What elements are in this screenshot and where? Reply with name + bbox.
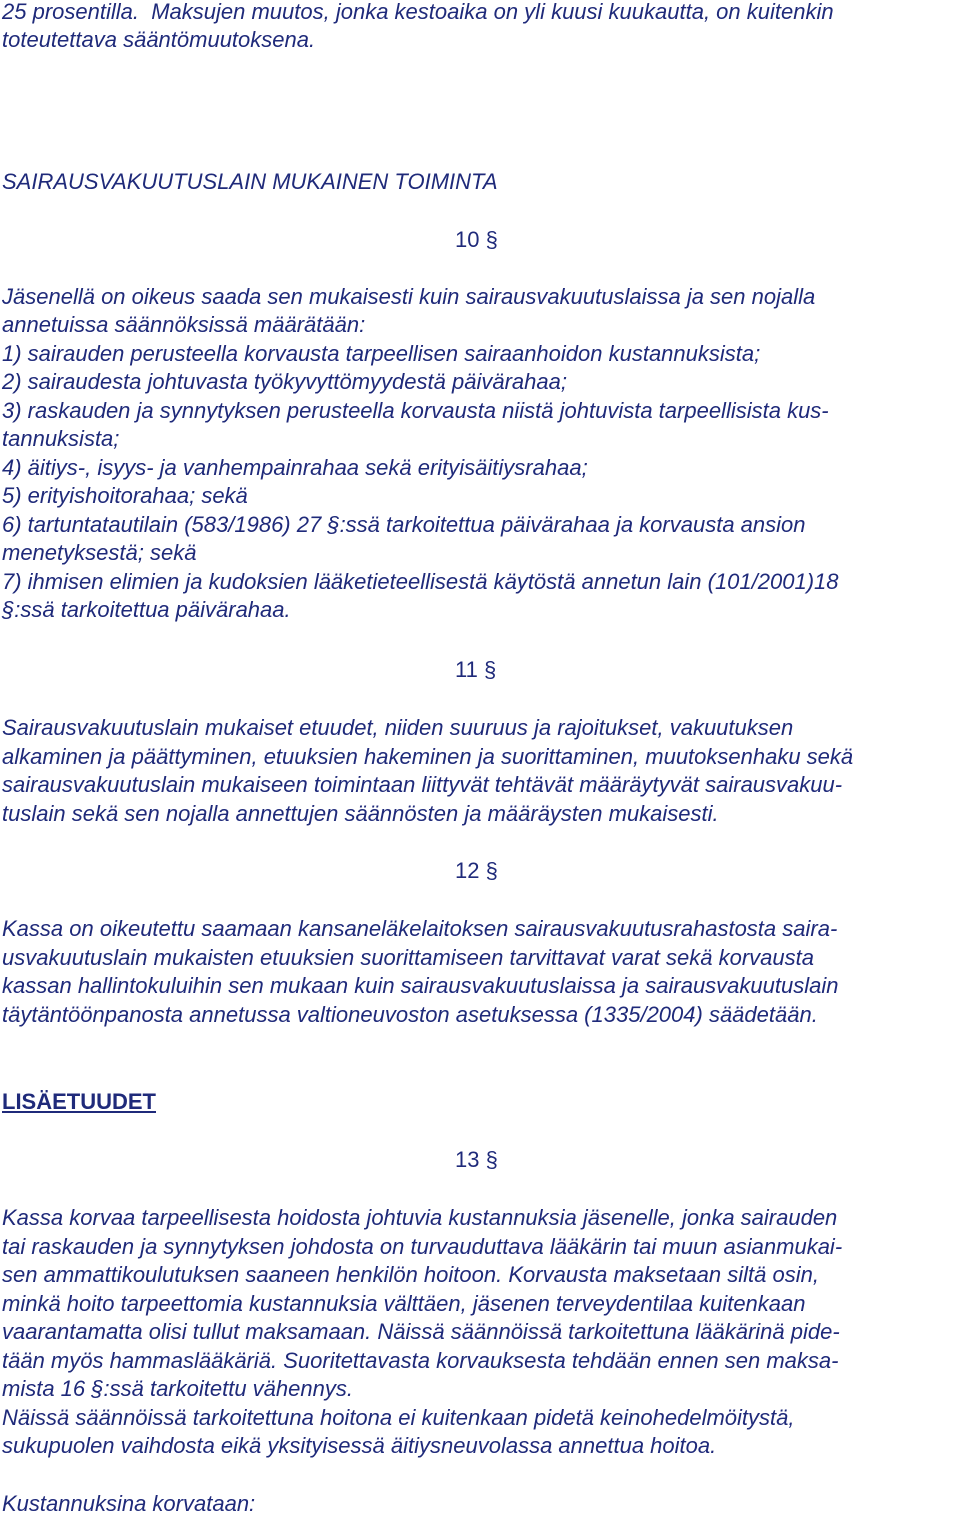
section-12-line: täytäntöönpanosta annetussa valtioneuvoston asetuksessa (1335/2004) säädetään.	[2, 1002, 818, 1027]
section-11-line: sairausvakuutuslain mukaiseen toimintaan liittyvät tehtävät määräytyvät sairausvakuu-	[2, 772, 843, 797]
section-10-line: 3) raskauden ja synnytyksen perusteella korvausta niistä johtuvista tarpeellisista kus-	[2, 398, 829, 423]
section-13-line: Kassa korvaa tarpeellisesta hoidosta johtuvia kustannuksia jäsenelle, jonka sairauden	[2, 1205, 838, 1230]
section-13-line: Näissä säännöissä tarkoitettuna hoitona ei kuitenkaan pidetä keinohedelmöitystä,	[2, 1405, 795, 1430]
section-13-number: 13 §	[455, 1147, 498, 1172]
section-12-line: kassan hallintokuluihin sen mukaan kuin sairausvakuutuslaissa ja sairausvakuutuslain	[2, 973, 839, 998]
section-13-line: sukupuolen vaihdosta eikä yksityisessä äitiysneuvolassa annettua hoitoa.	[2, 1433, 717, 1458]
section-12-line: usvakuutuslain mukaisten etuuksien suorittamiseen tarvittavat varat sekä korvausta	[2, 945, 814, 970]
section-10-line: 4) äitiys-, isyys- ja vanhempainrahaa sekä erityisäitiysrahaa;	[2, 455, 588, 480]
section-11-line: alkaminen ja päättyminen, etuuksien hakeminen ja suorittaminen, muutoksenhaku sekä	[2, 744, 854, 769]
section-10-line: §:ssä tarkoitettua päivärahaa.	[2, 597, 291, 622]
section-11-number: 11 §	[455, 657, 497, 682]
intro-line-2: toteutettava sääntömuutoksena.	[2, 27, 316, 52]
heading-lisaetuudet: LISÄETUUDET	[2, 1089, 156, 1114]
section-10-line: 2) sairaudesta johtuvasta työkyvyttömyydestä päivärahaa;	[2, 369, 567, 394]
section-10-line: tannuksista;	[2, 426, 120, 451]
section-13-line: sen ammattikoulutuksen saaneen henkilön hoitoon. Korvausta maksetaan siltä osin,	[2, 1262, 819, 1287]
section-11-line: Sairausvakuutuslain mukaiset etuudet, niiden suuruus ja rajoitukset, vakuutuksen	[2, 715, 794, 740]
section-12-number: 12 §	[455, 858, 498, 883]
heading-sairausvakuutuslain-toiminta: SAIRAUSVAKUUTUSLAIN MUKAINEN TOIMINTA	[2, 169, 498, 194]
section-13-line: tai raskauden ja synnytyksen johdosta on turvauduttava lääkärin tai muun asianmukai-	[2, 1234, 843, 1259]
section-10-number: 10 §	[455, 227, 498, 252]
section-10-line: 6) tartuntatautilain (583/1986) 27 §:ssä tarkoitettua päivärahaa ja korvausta ansion	[2, 512, 806, 537]
section-10-line: annetuissa säännöksissä määrätään:	[2, 312, 366, 337]
section-12-line: Kassa on oikeutettu saamaan kansaneläkelaitoksen sairausvakuutusrahastosta saira-	[2, 916, 838, 941]
section-10-line: menetyksestä; sekä	[2, 540, 197, 565]
section-13-line: vaarantamatta olisi tullut maksamaan. Näissä säännöissä tarkoitettuna lääkärinä pide-	[2, 1319, 840, 1344]
section-10-line: 1) sairauden perusteella korvausta tarpeellisen sairaanhoidon kustannuksista;	[2, 341, 761, 366]
section-13-line: tään myös hammaslääkäriä. Suoritettavasta korvauksesta tehdään ennen sen maksa-	[2, 1348, 839, 1373]
section-10-line: 7) ihmisen elimien ja kudoksien lääketieteellisestä käytöstä annetun lain (101/2001)18	[2, 569, 839, 594]
section-10-line: Jäsenellä on oikeus saada sen mukaisesti kuin sairausvakuutuslaissa ja sen nojalla	[2, 284, 816, 309]
intro-line-1: 25 prosentilla. Maksujen muutos, jonka kestoaika on yli kuusi kuukautta, on kuitenkin	[2, 0, 834, 24]
section-13-line: mista 16 §:ssä tarkoitettu vähennys.	[2, 1376, 353, 1401]
section-13-line: minkä hoito tarpeettomia kustannuksia välttäen, jäsenen terveydentilaa kuitenkaan	[2, 1291, 806, 1316]
section-11-line: tuslain sekä sen nojalla annettujen säännösten ja määräysten mukaisesti.	[2, 801, 719, 826]
section-10-line: 5) erityishoitorahaa; sekä	[2, 483, 248, 508]
kustannuksina-korvataan: Kustannuksina korvataan:	[2, 1491, 256, 1516]
